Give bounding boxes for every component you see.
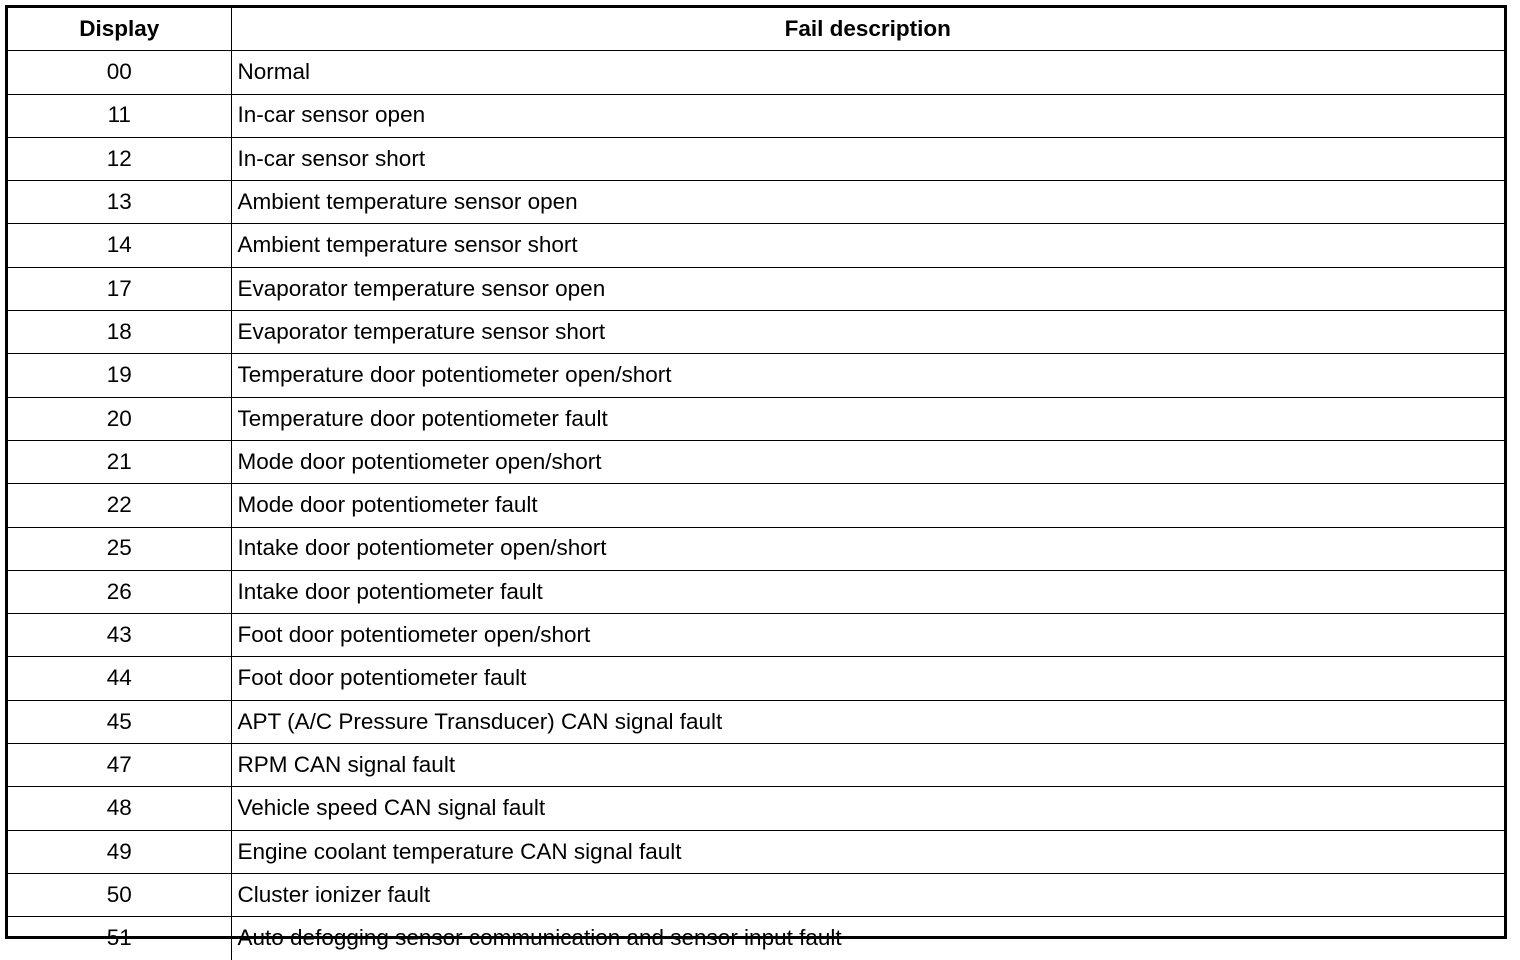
table-row	[8, 181, 1504, 224]
display-code-cell: 51	[8, 917, 231, 960]
fail-code-table	[5, 5, 1507, 951]
column-header-fail-description: Fail description	[231, 8, 1504, 51]
fail-description-cell: Temperature door potentiometer open/short	[231, 354, 1504, 397]
table-row	[8, 267, 1504, 310]
fail-description-cell: Intake door potentiometer open/short	[231, 527, 1504, 570]
column-header-display: Display	[8, 8, 231, 51]
display-code-cell: 11	[8, 94, 231, 137]
display-code-cell: 20	[8, 397, 231, 440]
table-row	[8, 224, 1504, 267]
fail-description-cell: Ambient temperature sensor short	[231, 224, 1504, 267]
display-code-cell: 45	[8, 700, 231, 743]
table-row	[8, 94, 1504, 137]
fail-description-cell: Mode door potentiometer fault	[231, 484, 1504, 527]
display-code-cell: 21	[8, 440, 231, 483]
table-row	[8, 570, 1504, 613]
display-code-cell: 18	[8, 311, 231, 354]
fail-description-cell: Foot door potentiometer fault	[231, 657, 1504, 700]
fail-description-cell: Intake door potentiometer fault	[231, 570, 1504, 613]
table-row	[8, 354, 1504, 397]
table-row	[8, 873, 1504, 916]
display-code-cell: 13	[8, 181, 231, 224]
display-code-cell: 50	[8, 873, 231, 916]
display-code-cell: 48	[8, 787, 231, 830]
fail-description-cell: Auto defogging sensor communication and sensor input fault	[231, 917, 1504, 960]
display-code-cell: 25	[8, 527, 231, 570]
fail-description-cell: Evaporator temperature sensor short	[231, 311, 1504, 354]
table-row	[8, 440, 1504, 483]
table-row	[8, 137, 1504, 180]
table-row	[8, 484, 1504, 527]
table-row	[8, 397, 1504, 440]
display-code-cell: 17	[8, 267, 231, 310]
display-code-cell: 22	[8, 484, 231, 527]
table-row	[8, 657, 1504, 700]
display-code-cell: 43	[8, 614, 231, 657]
fail-description-cell: Foot door potentiometer open/short	[231, 614, 1504, 657]
table-row	[8, 527, 1504, 570]
fail-description-cell: Evaporator temperature sensor open	[231, 267, 1504, 310]
fail-description-cell: Engine coolant temperature CAN signal fault	[231, 830, 1504, 873]
table-row	[8, 787, 1504, 830]
table-row	[8, 614, 1504, 657]
display-code-cell: 26	[8, 570, 231, 613]
fail-description-cell: Vehicle speed CAN signal fault	[231, 787, 1504, 830]
display-code-cell: 12	[8, 137, 231, 180]
fail-description-cell: Temperature door potentiometer fault	[231, 397, 1504, 440]
fail-description-cell: In-car sensor short	[231, 137, 1504, 180]
display-code-cell: 14	[8, 224, 231, 267]
display-code-cell: 19	[8, 354, 231, 397]
display-code-cell: 47	[8, 744, 231, 787]
table-row	[8, 311, 1504, 354]
table-row	[8, 51, 1504, 94]
fail-description-cell: APT (A/C Pressure Transducer) CAN signal fault	[231, 700, 1504, 743]
table-row	[8, 830, 1504, 873]
fail-description-cell: Normal	[231, 51, 1504, 94]
table-row	[8, 744, 1504, 787]
display-code-cell: 49	[8, 830, 231, 873]
fail-description-cell: Cluster ionizer fault	[231, 873, 1504, 916]
display-code-cell: 00	[8, 51, 231, 94]
table-row	[8, 917, 1504, 960]
fail-description-cell: Mode door potentiometer open/short	[231, 440, 1504, 483]
table-row	[8, 700, 1504, 743]
fail-code-grid	[8, 8, 1504, 960]
table-header-row	[8, 8, 1504, 51]
display-code-cell: 44	[8, 657, 231, 700]
fail-description-cell: RPM CAN signal fault	[231, 744, 1504, 787]
fail-description-cell: In-car sensor open	[231, 94, 1504, 137]
fail-description-cell: Ambient temperature sensor open	[231, 181, 1504, 224]
